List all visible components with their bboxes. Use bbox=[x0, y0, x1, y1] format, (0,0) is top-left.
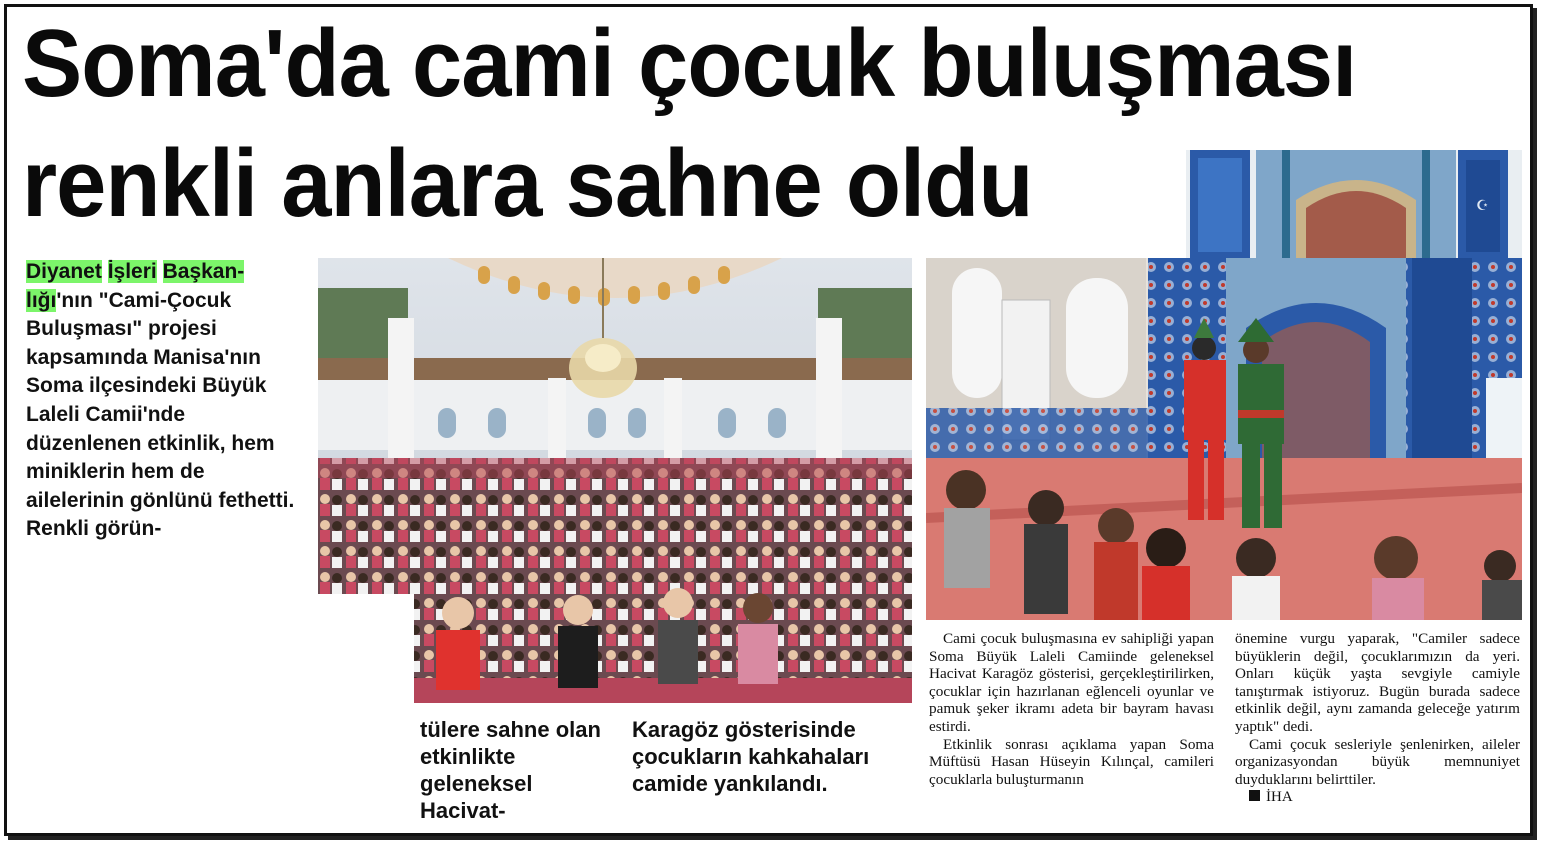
highlight-baskan: Başkan- bbox=[162, 260, 245, 283]
source-credit: İHA bbox=[1266, 789, 1293, 806]
continuation-column-1: tülere sahne olan etkinlikte geleneksel Hacivat- bbox=[420, 717, 601, 823]
body-column-1 bbox=[929, 630, 1214, 788]
karagoz-show-photo bbox=[926, 258, 1522, 620]
mihrab-tile-photo-top bbox=[1186, 150, 1522, 260]
mihrab-tiles-illustration bbox=[1186, 150, 1522, 260]
continuation-column-2: Karagöz gösterisinde çocukların kahkahaları camide yankılandı. bbox=[632, 717, 870, 796]
headline-line-1: Soma'da cami çocuk buluşması bbox=[22, 10, 1357, 117]
body-col2-paragraph-2: Cami çocuk sesleriyle şenlenirken, aileler organizasyondan büyük memnuniyet duyduklarını belirttiler. bbox=[1235, 735, 1520, 788]
source-square-icon bbox=[1249, 790, 1260, 801]
svg-text:☪: ☪ bbox=[1476, 198, 1489, 214]
highlight-diyanet: Diyanet bbox=[26, 260, 102, 283]
body-col1-paragraph-1: Cami çocuk buluşmasına ev sahipliği yapan Soma Büyük Laleli Camiinde geleneksel Hacivat Karagöz gösterisi, gerçekleştirilirken, çocuklar için hazırlanan eğlenceli oyunlar ve pamuk şeker ikramı adeta bir bayram havası estirdi. bbox=[929, 630, 1214, 735]
layout-whitespace bbox=[296, 594, 414, 706]
highlight-isleri: İşleri bbox=[107, 260, 157, 283]
highlight-ligi: lığı bbox=[26, 288, 57, 312]
lede-rest: 'nın "Cami-Çocuk Buluşması" projesi kapsamında Manisa'nın Soma ilçesindeki Büyük Laleli Camii'nde düzenlenen etkinlik, hem miniklerin hem de ailelerinin gönlünü fethetti. Renkli görün- bbox=[26, 288, 295, 541]
body-col1-paragraph-2: Etkinlik sonrası açıklama yapan Soma Müftüsü Hasan Hüseyin Kılınçal, camileri çocuklarla buluşturmanın bbox=[929, 735, 1214, 788]
body-col2-paragraph-1: önemine vurgu yaparak, "Camiler sadece büyüklerin değil, çocuklarımızın da yeri. Onları küçük yaşta sevgiyle camiyle tanıştırmak istiyoruz. Bugün burada sadece etkinlik değil, aynı zamanda geleceğe yatırım yaptık" dedi. bbox=[1235, 630, 1520, 735]
headline-line-2: renkli anlara sahne oldu bbox=[22, 130, 1033, 237]
body-column-2 bbox=[1235, 630, 1520, 807]
lede-paragraph bbox=[26, 258, 296, 544]
karagoz-show-illustration bbox=[926, 258, 1522, 620]
